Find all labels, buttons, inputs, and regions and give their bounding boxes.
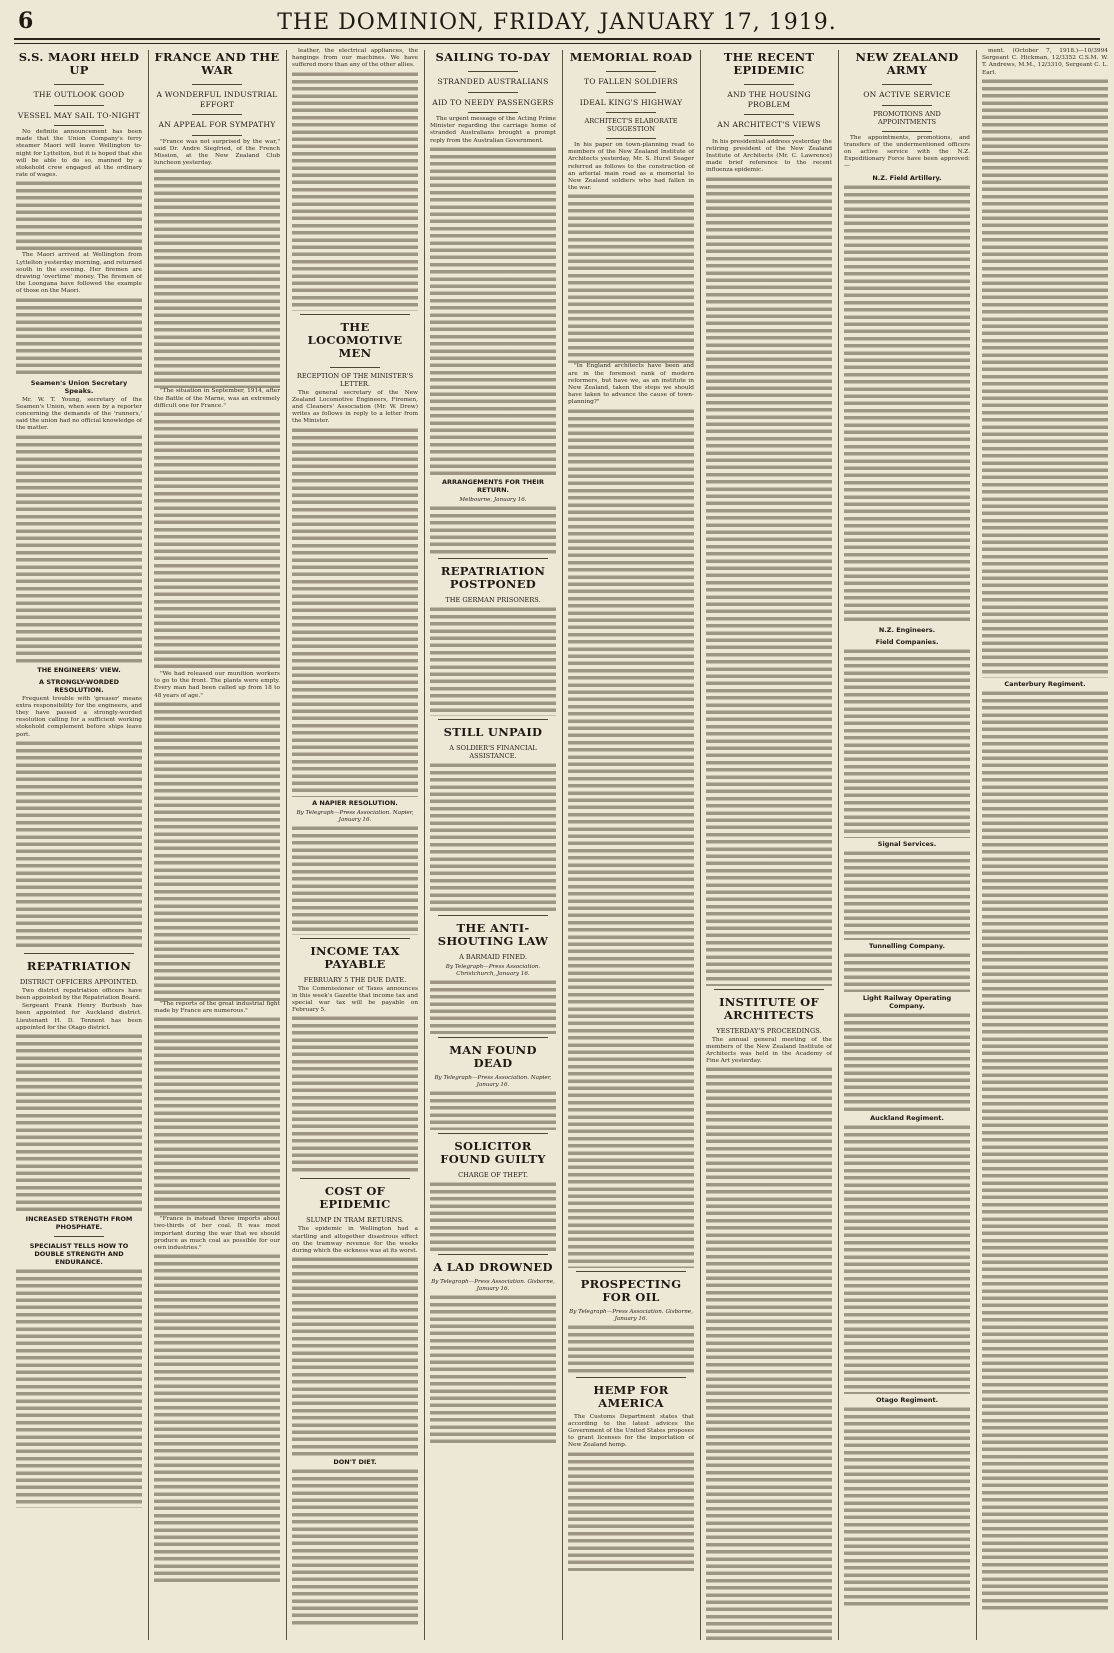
headline: REPATRIATION POSTPONED [440, 563, 546, 591]
deck: A WONDERFUL INDUSTRIAL EFFORT [156, 90, 278, 109]
article-body: Frequent trouble with 'greaser' means extra responsibility for the engineers, and they have passed a strongly-worded resolution calling for a sufficient working stokehold complement before ships leave port. [16, 696, 142, 950]
article-body: Two district repatriation officers have been appointed by the Repatriation Board. Sergeant Frank Henry Burbush has been appointed for Auckland district. Lieutenant H. D. Tennent has been appointed for the Otago district. [16, 988, 142, 1213]
headline: PROSPECTING FOR OIL [580, 1276, 682, 1304]
deck: SLUMP IN TRAM RETURNS. [306, 1216, 404, 1225]
subhead: Otago Regiment. [875, 1395, 939, 1404]
headline: SAILING TO-DAY [435, 50, 551, 64]
subhead: Light Railway Operating Company. [862, 993, 952, 1010]
article-body: The annual general meeting of the members of the New Zealand Institute of Architects was held in the Academy of Fine Art yesterday. [706, 1037, 832, 1643]
subhead: N.Z. Field Artillery. [872, 173, 942, 182]
subhead: Seamen's Union Secretary Speaks. [30, 378, 128, 395]
dateline: By Telegraph—Press Association. Napier, January 16. [434, 1074, 552, 1088]
dateline: By Telegraph—Press Association. Gisborne, January 16. [569, 1308, 693, 1322]
deck: ARCHITECT'S ELABORATE SUGGESTION [584, 117, 678, 133]
subhead: THE ENGINEERS' VIEW. [37, 665, 121, 674]
headline: THE LOCOMOTIVE MEN [307, 319, 403, 360]
column-divider [700, 50, 701, 1640]
deck: AND THE HOUSING PROBLEM [727, 90, 811, 109]
headline: FRANCE AND THE WAR [154, 50, 280, 77]
column-1 [16, 48, 142, 1643]
subhead: INCREASED STRENGTH FROM PHOSPHATE. [25, 1215, 133, 1232]
dateline: By Telegraph—Press Association. Gisborne, January 16. [431, 1278, 555, 1292]
masthead [14, 6, 1100, 40]
deck: THE GERMAN PRISONERS. [445, 595, 541, 604]
page-number: 6 [18, 8, 34, 34]
deck: THE OUTLOOK GOOD [33, 90, 125, 99]
subhead: DON'T DIET. [333, 1458, 377, 1467]
article-body: "France was not surprised by the war," said Dr. Andre Siegfried, of the French Mission, at the New Zealand Club luncheon yesterday. "The situation in September, 1914, after the Battle of the Marne, was an extremely difficult one for France." "We had released our munition workers to go to the front. The plants were empty. Every man had been called up from 18 to 48 years of age." "The reports of the great industrial fight made by France are numerous." "France is instead three imports about two-thirds of her coal. It was most important during the war that we should produce as much coal as possible for our own industries." [154, 139, 280, 1584]
column-divider [562, 50, 563, 1640]
column-5 [568, 48, 694, 1643]
deck: IDEAL KING'S HIGHWAY [579, 97, 683, 107]
subhead: Tunnelling Company. [868, 941, 946, 950]
deck: AN APPEAL FOR SYMPATHY [158, 120, 276, 129]
dateline: Melbourne, January 16. [459, 496, 527, 503]
subhead: ARRANGEMENTS FOR THEIR RETURN. [442, 477, 544, 494]
deck: CHARGE OF THEFT. [458, 1170, 528, 1179]
column-8 [982, 48, 1108, 1643]
headline: THE RECENT EPIDEMIC [723, 50, 815, 77]
subhead: Canterbury Regiment. [1004, 679, 1086, 688]
deck: AN ARCHITECT'S VIEWS [717, 120, 821, 129]
headline: NEW ZEALAND ARMY [855, 50, 959, 77]
article-body: In his presidential address yesterday the retiring president of the New Zealand Institute of Architects (Mr. C. Lawrence) made brief reference to the recent influenza epidemic. [706, 139, 832, 986]
article-body: The general secretary of the New Zealand Locomotive Engineers, Firemen, and Cleaners' Association (Mr. W. Drew) writes as follows in reply to a letter from the Minister. [292, 390, 418, 797]
column-divider [424, 50, 425, 1640]
headline: THE ANTI-SHOUTING LAW [437, 920, 549, 948]
column-divider [286, 50, 287, 1640]
subhead: A STRONGLY-WORDED RESOLUTION. [39, 677, 119, 694]
deck: RECEPTION OF THE MINISTER'S LETTER. [296, 371, 414, 388]
headline: HEMP FOR AMERICA [593, 1382, 669, 1410]
column-2 [154, 48, 280, 1643]
deck: VESSEL MAY SAIL TO-NIGHT [17, 110, 141, 120]
deck: YESTERDAY'S PROCEEDINGS. [716, 1026, 822, 1035]
deck: ON ACTIVE SERVICE [863, 90, 951, 99]
article-body: leather, the electrical appliances, the hangings from our machines. We have suffered more than any of the other allies. [292, 48, 418, 311]
article-body: The epidemic in Wellington had a startling and altogether disastrous effect on the tramway revenue for the weeks during which the sickness was at its worst. [292, 1226, 418, 1456]
subhead: SPECIALIST TELLS HOW TO DOUBLE STRENGTH AND ENDURANCE. [29, 1242, 129, 1267]
headline: STILL UNPAID [443, 724, 543, 739]
deck: A SOLDIER'S FINANCIAL ASSISTANCE. [449, 743, 537, 760]
deck: AID TO NEEDY PASSENGERS [432, 97, 554, 107]
headline: INSTITUTE OF ARCHITECTS [719, 994, 819, 1022]
headline: COST OF EPIDEMIC [319, 1184, 391, 1212]
dateline: By Telegraph—Press Association. Christchurch, January 16. [445, 963, 541, 977]
deck: DISTRICT OFFICERS APPOINTED. [19, 977, 139, 986]
headline: SOLICITOR FOUND GUILTY [440, 1138, 546, 1166]
article-body: No definite announcement has been made that the Union Company's ferry steamer Maori will leave Wellington to-night for Lyttelton, but it is hoped that she will be able to do so, manned by a stokehold crew engaged at the ordinary rate of wages. The Maori arrived at Wellington from Lyttelton yesterday morning, and returned south in the evening. Her firemen are drawing 'overtime' money. The firemen of the Loongana have followed the example of those on the Maori. [16, 129, 142, 377]
headline: S.S. MAORI HELD UP [18, 50, 140, 77]
masthead-rule [14, 43, 1100, 44]
column-6 [706, 48, 832, 1643]
subhead: Field Companies. [875, 637, 939, 646]
headline: MEMORIAL ROAD [569, 50, 693, 64]
deck: A BARMAID FINED. [459, 952, 527, 961]
subhead: Auckland Regiment. [870, 1113, 944, 1122]
dateline: By Telegraph—Press Association. Napier, January 16. [296, 809, 414, 823]
article-body: The appointments, promotions, and transfers of the undermentioned officers on active service with the N.Z. Expeditionary Force have been approved:— [844, 134, 970, 170]
article-body: The Customs Department states that according to the latest advices the Government of the United States proposes to grant licenses for the importation of New Zealand hemp. [568, 1414, 694, 1571]
column-3 [292, 48, 418, 1643]
newspaper-title: THE DOMINION, FRIDAY, JANUARY 17, 1919. [277, 10, 837, 35]
column-4 [430, 48, 556, 1643]
article-body: In his paper on town-planning read to members of the New Zealand Institute of Architects yesterday, Mr. S. Hurst Seager referred as follows to the construction of an arterial main road as a memorial to New Zealand soldiers who had fallen in the war. "In England architects have been and are in the foremost rank of modern reformers, but have we, as an institute in New Zealand, taken the steps we should have taken to advance the cause of town-planning?" [568, 142, 694, 1268]
subhead: N.Z. Engineers. [878, 625, 936, 634]
column-divider [976, 50, 977, 1640]
subhead: A NAPIER RESOLUTION. [312, 798, 398, 807]
deck: TO FALLEN SOLDIERS [583, 77, 679, 86]
article-body: ment. (October 7, 1918.)—10/3994 Sergeant C. Hickman, 12/3352 C.S.M. W. T. Andrews, M.M., 12/3310, Sergeant C. L. Earl. [982, 48, 1108, 678]
column-divider [148, 50, 149, 1640]
article-body: The Commissioner of Taxes announces in this week's Gazette that income tax and special war tax will be payable on February 5. [292, 986, 418, 1176]
deck: PROMOTIONS AND APPOINTMENTS [873, 109, 941, 126]
column-divider [838, 50, 839, 1640]
subhead: Signal Services. [877, 839, 937, 848]
column-7 [844, 48, 970, 1643]
deck: FEBRUARY 5 THE DUE DATE. [303, 975, 407, 984]
headline: REPATRIATION [26, 958, 132, 973]
article-body: The urgent message of the Acting Prime Minister regarding the carriage home of stranded Australians brought a prompt reply from the Australian Government. [430, 116, 556, 476]
headline: INCOME TAX PAYABLE [310, 943, 400, 971]
article-body: Mr. W. T. Young, secretary of the Seamen's Union, when seen by a reporter concerning the demands of the 'runners,' said the union had no official knowledge of the matter. [16, 397, 142, 664]
headline: A LAD DROWNED [433, 1259, 553, 1274]
headline: MAN FOUND DEAD [449, 1042, 537, 1070]
deck: STRANDED AUSTRALIANS [437, 77, 549, 86]
